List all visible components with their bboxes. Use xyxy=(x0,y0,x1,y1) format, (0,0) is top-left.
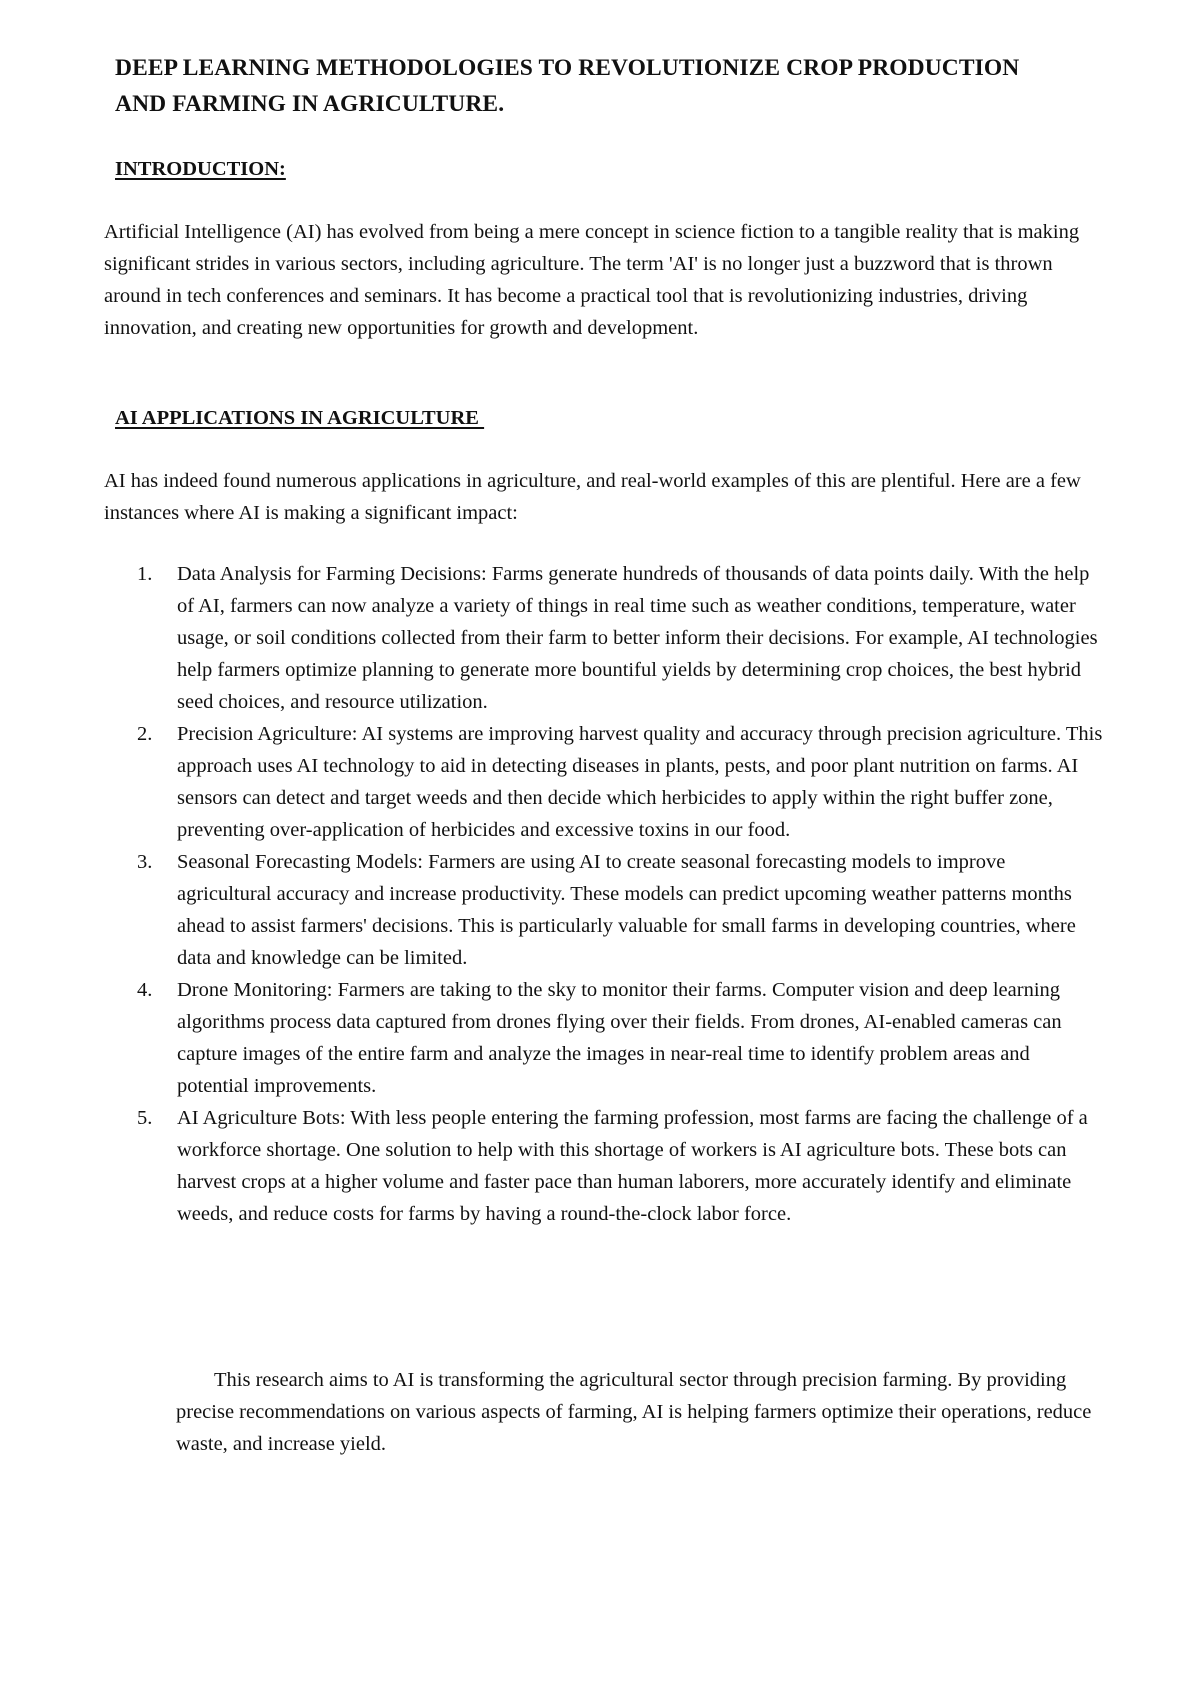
list-item-number: 3. xyxy=(137,851,153,873)
list-item xyxy=(104,718,1104,846)
conclusion-paragraph: This research aims to AI is transforming the agricultural sector through precision farming. By providing precise recommendations on various aspects of farming, AI is helping farmers optimize their operations, reduce waste, and increase yield. xyxy=(176,1369,1092,1455)
list-item-number: 4. xyxy=(137,979,153,1001)
document-title: DEEP LEARNING METHODOLOGIES TO REVOLUTIONIZE CROP PRODUCTION AND FARMING IN AGRICULTURE. xyxy=(115,55,1020,117)
introduction-heading: INTRODUCTION: xyxy=(115,158,286,180)
list-item-text: Data Analysis for Farming Decisions: Farms generate hundreds of thousands of data points daily. With the help of AI, farmers can now analyze a variety of things in real time such as weather conditions, temperature, water usage, or soil conditions collected from their farm to better inform their decisions. For example, AI technologies help farmers optimize planning to generate more bountiful yields by determining crop choices, the best hybrid seed choices, and resource utilization. xyxy=(177,563,1098,713)
introduction-paragraph: Artificial Intelligence (AI) has evolved from being a mere concept in science fiction to a tangible reality that is making significant strides in various sectors, including agriculture. The term 'AI' is no longer just a buzzword that is thrown around in tech conferences and seminars. It has become a practical tool that is revolutionizing industries, driving innovation, and creating new opportunities for growth and development. xyxy=(104,221,1080,339)
list-item-text: AI Agriculture Bots: With less people entering the farming profession, most farms are facing the challenge of a workforce shortage. One solution to help with this shortage of workers is AI agriculture bots. These bots can harvest crops at a higher volume and faster pace than human laborers, more accurately identify and eliminate weeds, and reduce costs for farms by having a round-the-clock labor force. xyxy=(177,1107,1088,1225)
list-item xyxy=(104,974,1104,1102)
list-item-number: 2. xyxy=(137,723,153,745)
applications-intro-paragraph: AI has indeed found numerous applications in agriculture, and real-world examples of this are plentiful. Here are a few instances where AI is making a significant impact: xyxy=(104,470,1081,524)
applications-heading: AI APPLICATIONS IN AGRICULTURE xyxy=(115,407,485,429)
list-item xyxy=(104,846,1104,974)
list-item-text: Precision Agriculture: AI systems are improving harvest quality and accuracy through precision agriculture. This approach uses AI technology to aid in detecting diseases in plants, pests, and poor plant nutrition on farms. AI sensors can detect and target weeds and then decide which herbicides to apply within the right buffer zone, preventing over-application of herbicides and excessive toxins in our food. xyxy=(177,723,1103,841)
applications-list xyxy=(104,558,1104,1230)
list-item xyxy=(104,1102,1104,1230)
list-item-text: Drone Monitoring: Farmers are taking to the sky to monitor their farms. Computer vision and deep learning algorithms process data captured from drones flying over their fields. From drones, AI-enabled cameras can capture images of the entire farm and analyze the images in near-real time to identify problem areas and potential improvements. xyxy=(177,979,1062,1097)
list-item-number: 5. xyxy=(137,1107,153,1129)
list-item-text: Seasonal Forecasting Models: Farmers are using AI to create seasonal forecasting models to improve agricultural accuracy and increase productivity. These models can predict upcoming weather patterns months ahead to assist farmers' decisions. This is particularly valuable for small farms in developing countries, where data and knowledge can be limited. xyxy=(177,851,1076,969)
list-item-number: 1. xyxy=(137,563,153,585)
list-item xyxy=(104,558,1104,718)
